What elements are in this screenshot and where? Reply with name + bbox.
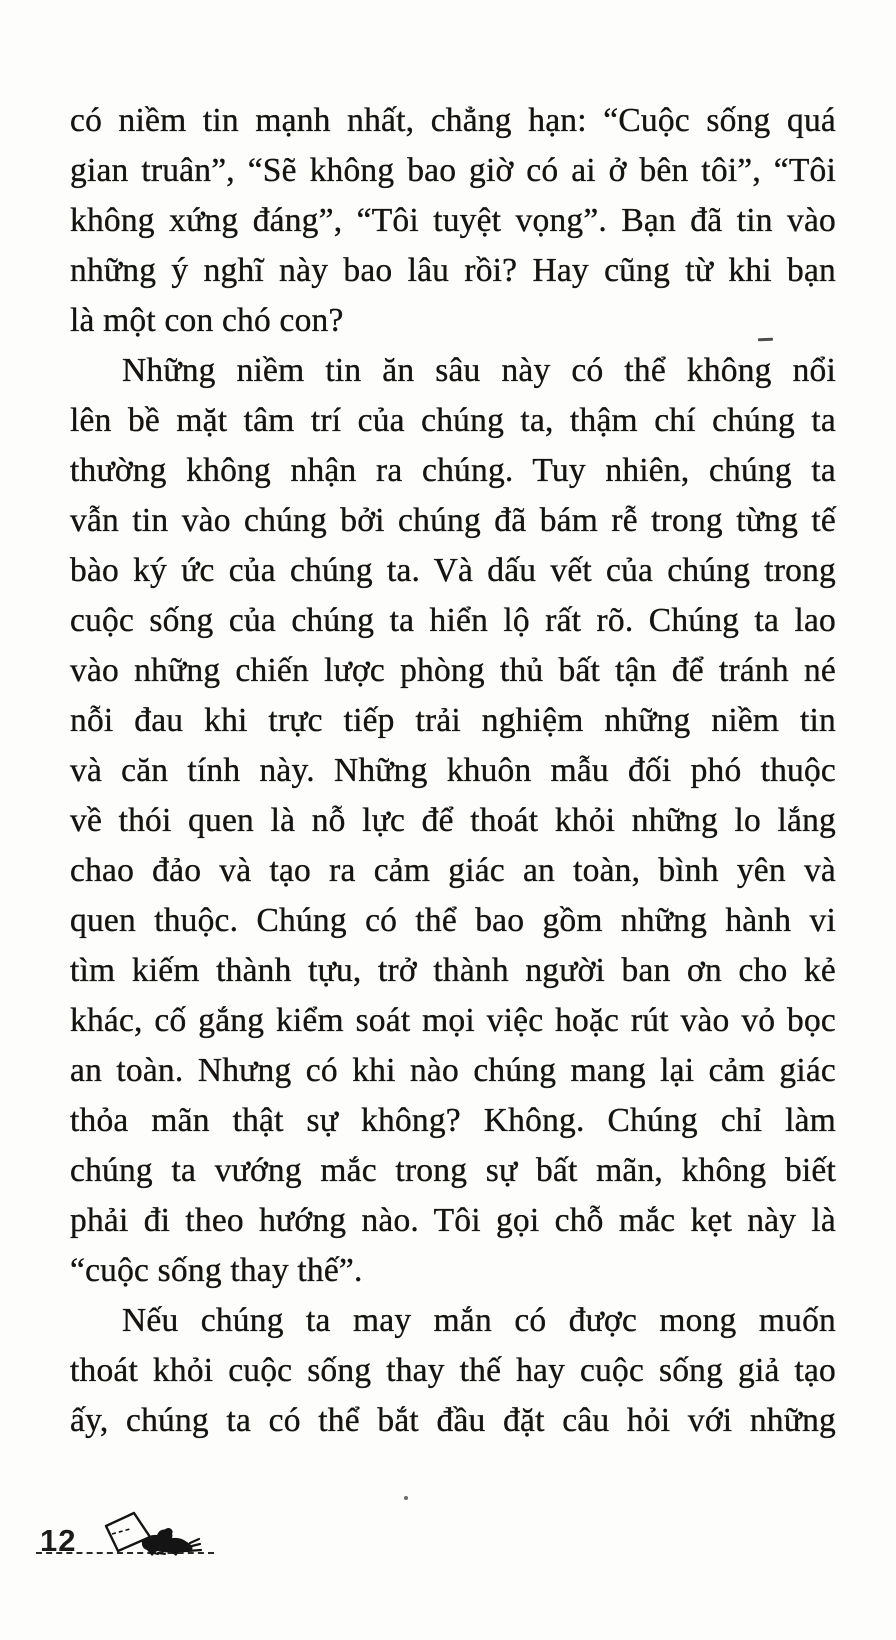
- text-line: và căn tính này. Những khuôn mẫu đối phó thuộc: [70, 752, 836, 789]
- text-line: những ý nghĩ này bao lâu rồi? Hay cũng từ khi bạn: [70, 252, 836, 289]
- text-line: vào những chiến lược phòng thủ bất tận để tránh né: [70, 652, 836, 689]
- text-line: phải đi theo hướng nào. Tôi gọi chỗ mắc kẹt này là: [70, 1202, 836, 1239]
- text-line: về thói quen là nỗ lực để thoát khỏi những lo lắng: [70, 802, 836, 839]
- page-footer: [40, 1514, 212, 1558]
- text-line: Nếu chúng ta may mắn có được mong muốn: [122, 1302, 836, 1339]
- text-line: an toàn. Nhưng có khi nào chúng mang lại cảm giác: [70, 1052, 836, 1089]
- puppy-icon: [84, 1510, 212, 1561]
- text-line: thỏa mãn thật sự không? Không. Chúng chỉ làm: [70, 1102, 836, 1139]
- text-line: quen thuộc. Chúng có thể bao gồm những hành vi: [70, 902, 836, 939]
- text-line: bào ký ức của chúng ta. Và dấu vết của chúng trong: [70, 552, 836, 589]
- text-line: lên bề mặt tâm trí của chúng ta, thậm chí chúng ta: [70, 402, 836, 439]
- text-line: gian truân”, “Sẽ không bao giờ có ai ở bên tôi”, “Tôi: [70, 152, 836, 189]
- text-line: có niềm tin mạnh nhất, chẳng hạn: “Cuộc sống quá: [70, 102, 836, 139]
- text-line: là một con chó con?: [70, 302, 344, 339]
- text-line: tìm kiếm thành tựu, trở thành người ban ơn cho kẻ: [70, 952, 836, 989]
- text-line: chao đảo và tạo ra cảm giác an toàn, bình yên và: [70, 852, 836, 889]
- text-line: Những niềm tin ăn sâu này có thể không nổi: [122, 352, 836, 389]
- text-line: vẫn tin vào chúng bởi chúng đã bám rễ trong từng tế: [70, 502, 836, 539]
- page-number: 12: [40, 1523, 77, 1558]
- page-text: [70, 96, 836, 1446]
- text-line: chúng ta vướng mắc trong sự bất mãn, không biết: [70, 1152, 836, 1189]
- scan-artifact-speck: [404, 1496, 408, 1500]
- text-line: ấy, chúng ta có thể bắt đầu đặt câu hỏi với những: [70, 1402, 836, 1439]
- text-line: nỗi đau khi trực tiếp trải nghiệm những niềm tin: [70, 702, 836, 739]
- text-line: thoát khỏi cuộc sống thay thế hay cuộc sống giả tạo: [70, 1352, 836, 1389]
- text-line: cuộc sống của chúng ta hiển lộ rất rõ. Chúng ta lao: [70, 602, 836, 639]
- text-line: thường không nhận ra chúng. Tuy nhiên, chúng ta: [70, 452, 836, 489]
- scan-artifact-dash: [758, 338, 773, 342]
- text-line: “cuộc sống thay thế”.: [70, 1252, 363, 1289]
- text-line: không xứng đáng”, “Tôi tuyệt vọng”. Bạn đã tin vào: [70, 202, 836, 239]
- text-line: khác, cố gắng kiểm soát mọi việc hoặc rút vào vỏ bọc: [70, 1002, 836, 1039]
